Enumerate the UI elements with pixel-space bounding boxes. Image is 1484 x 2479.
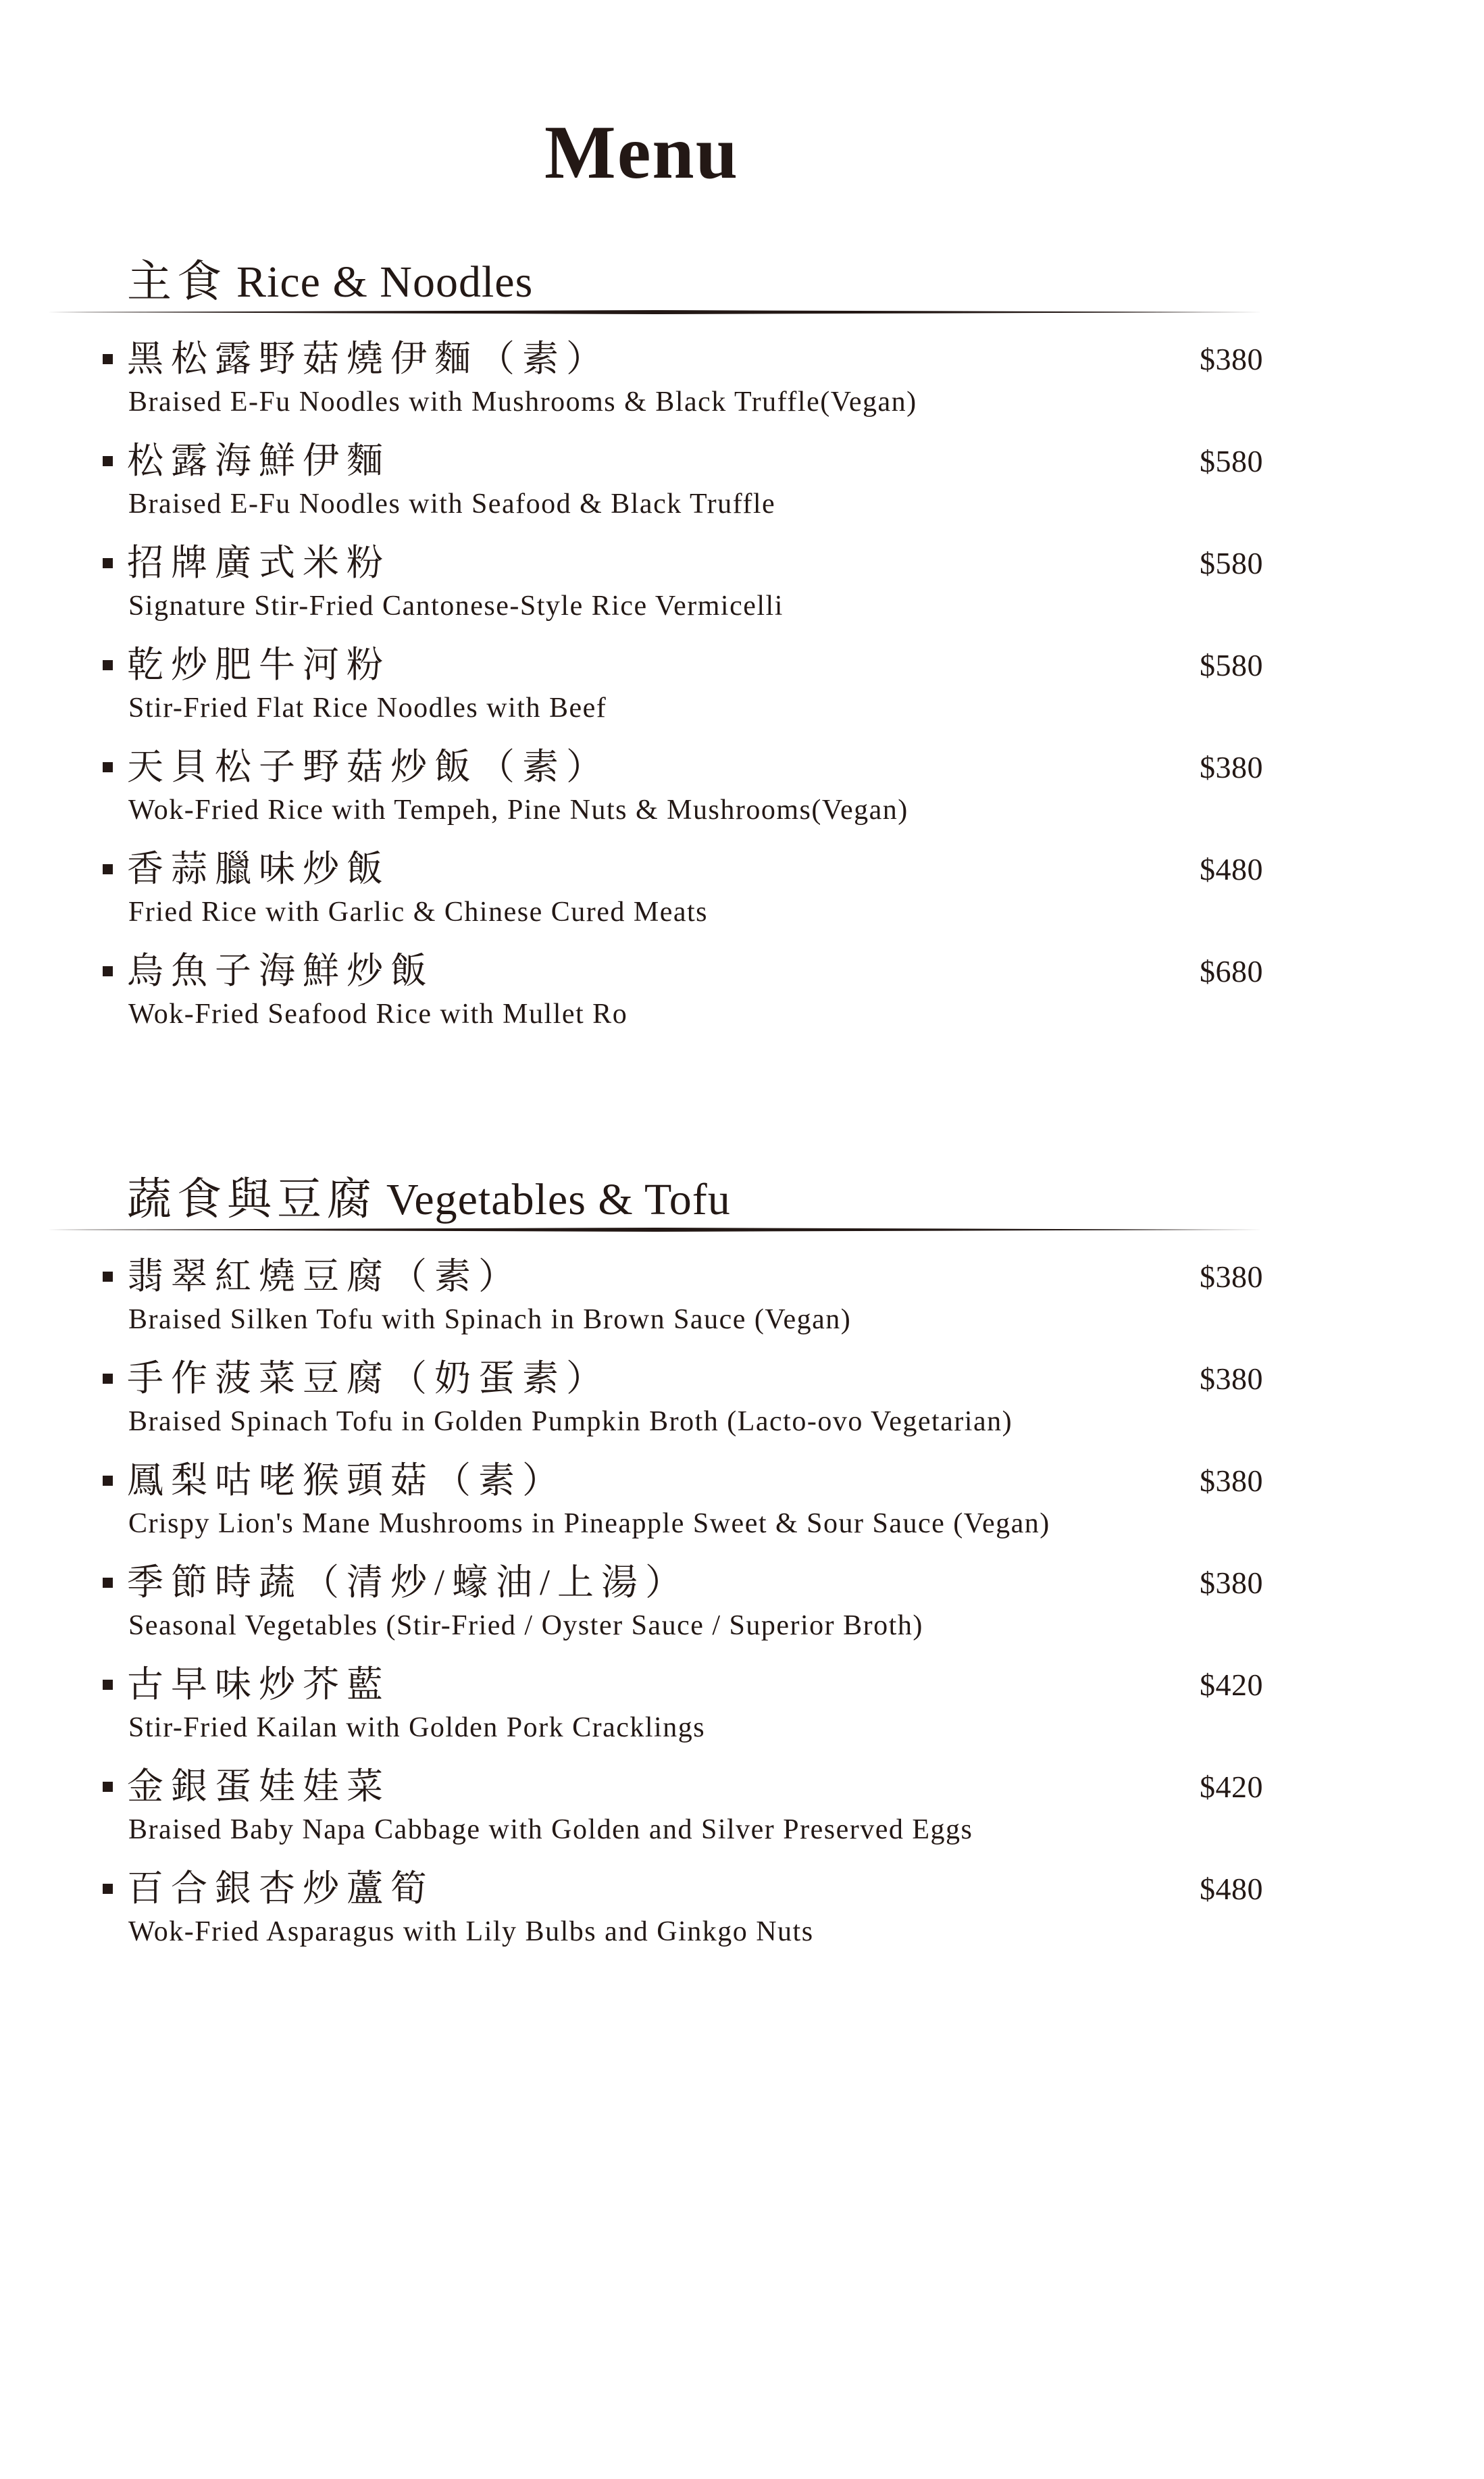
bullet-square-icon [103, 558, 113, 568]
item-name-zh: 百合銀杏炒蘆筍 [127, 1868, 434, 1909]
menu-item [47, 543, 1263, 645]
item-name-en: Crispy Lion's Mane Mushrooms in Pineapple Sweet & Sour Sauce (Vegan) [128, 1508, 1050, 1539]
menu-item [47, 1358, 1263, 1460]
page-title: Menu [544, 111, 739, 195]
bullet-square-icon [103, 762, 113, 772]
menu-section-rice-noodles [47, 247, 1263, 1053]
section-divider [47, 1228, 1263, 1232]
item-price: $420 [1200, 1668, 1263, 1702]
item-price: $480 [1200, 852, 1263, 886]
item-name-zh: 黑松露野菇燒伊麵（素） [127, 339, 610, 379]
item-name-zh: 翡翠紅燒豆腐（素） [127, 1256, 522, 1297]
menu-item-list [47, 1256, 1263, 1970]
item-price: $380 [1200, 1463, 1263, 1498]
item-name-en: Fried Rice with Garlic & Chinese Cured Meats [128, 897, 708, 928]
item-name-en: Braised Silken Tofu with Spinach in Brown Sauce (Vegan) [128, 1304, 852, 1335]
bullet-square-icon [103, 1272, 113, 1282]
item-name-zh: 天貝松子野菇炒飯（素） [127, 747, 610, 787]
item-price: $580 [1200, 648, 1263, 682]
item-name-zh: 鳳梨咕咾猴頭菇（素） [127, 1460, 566, 1501]
menu-item [47, 1766, 1263, 1868]
menu-item [47, 339, 1263, 441]
item-name-zh: 季節時蔬（清炒/蠔油/上湯） [127, 1562, 690, 1603]
item-price: $380 [1200, 1361, 1263, 1396]
bullet-square-icon [103, 1884, 113, 1894]
item-name-en: Braised E-Fu Noodles with Mushrooms & Black Truffle(Vegan) [128, 386, 917, 418]
item-name-en: Signature Stir-Fried Cantonese-Style Rice Vermicelli [128, 591, 784, 622]
bullet-square-icon [103, 864, 113, 874]
menu-item [47, 645, 1263, 747]
bullet-square-icon [103, 966, 113, 976]
item-name-en: Seasonal Vegetables (Stir-Fried / Oyster Sauce / Superior Broth) [128, 1610, 923, 1641]
item-price: $580 [1200, 444, 1263, 478]
menu-item [47, 951, 1263, 1053]
item-price: $380 [1200, 750, 1263, 784]
menu-item [47, 1868, 1263, 1970]
item-name-en: Stir-Fried Flat Rice Noodles with Beef [128, 693, 607, 724]
bullet-square-icon [103, 354, 113, 364]
item-name-zh: 金銀蛋娃娃菜 [127, 1766, 390, 1807]
menu-section-vegetables-tofu [47, 1164, 1263, 1970]
bullet-square-icon [103, 1680, 113, 1690]
item-name-en: Wok-Fried Rice with Tempeh, Pine Nuts & Mushrooms(Vegan) [128, 795, 909, 826]
item-name-zh: 乾炒肥牛河粉 [127, 645, 390, 685]
item-name-en: Wok-Fried Asparagus with Lily Bulbs and Ginkgo Nuts [128, 1916, 814, 1947]
menu-item [47, 1664, 1263, 1766]
item-price: $480 [1200, 1872, 1263, 1906]
section-title-zh: 蔬食與豆腐 [127, 1175, 377, 1224]
bullet-square-icon [103, 660, 113, 670]
menu-item [47, 849, 1263, 951]
item-name-zh: 香蒜臘味炒飯 [127, 849, 390, 889]
bullet-square-icon [103, 1578, 113, 1588]
section-title-en: Vegetables & Tofu [386, 1175, 731, 1224]
section-header [47, 1164, 1263, 1232]
item-price: $380 [1200, 342, 1263, 376]
menu-item [47, 441, 1263, 543]
bullet-square-icon [103, 1476, 113, 1486]
bullet-square-icon [103, 1374, 113, 1384]
section-divider [47, 310, 1263, 314]
bullet-square-icon [103, 456, 113, 466]
menu-item [47, 1562, 1263, 1664]
item-price: $380 [1200, 1566, 1263, 1600]
item-name-zh: 古早味炒芥藍 [127, 1664, 390, 1705]
menu-item [47, 1460, 1263, 1562]
section-title-en: Rice & Noodles [236, 257, 534, 307]
item-price: $380 [1200, 1259, 1263, 1294]
item-name-en: Braised Baby Napa Cabbage with Golden and Silver Preserved Eggs [128, 1814, 973, 1845]
section-heading [127, 1175, 731, 1224]
item-name-zh: 烏魚子海鮮炒飯 [127, 951, 434, 991]
item-name-zh: 手作菠菜豆腐（奶蛋素） [127, 1358, 610, 1399]
section-heading [127, 257, 534, 307]
item-name-en: Wok-Fried Seafood Rice with Mullet Ro [128, 999, 628, 1030]
bullet-square-icon [103, 1782, 113, 1792]
item-name-en: Stir-Fried Kailan with Golden Pork Cracklings [128, 1712, 706, 1743]
section-header [47, 247, 1263, 314]
item-name-en: Braised Spinach Tofu in Golden Pumpkin Broth (Lacto-ovo Vegetarian) [128, 1406, 1013, 1437]
section-title-zh: 主食 [127, 257, 227, 307]
item-price: $680 [1200, 954, 1263, 988]
item-name-zh: 招牌廣式米粉 [127, 543, 390, 583]
menu-item-list [47, 339, 1263, 1053]
item-price: $580 [1200, 546, 1263, 580]
item-name-en: Braised E-Fu Noodles with Seafood & Black Truffle [128, 489, 776, 520]
item-name-zh: 松露海鮮伊麵 [127, 441, 390, 481]
item-price: $420 [1200, 1770, 1263, 1804]
menu-item [47, 1256, 1263, 1358]
menu-item [47, 747, 1263, 849]
